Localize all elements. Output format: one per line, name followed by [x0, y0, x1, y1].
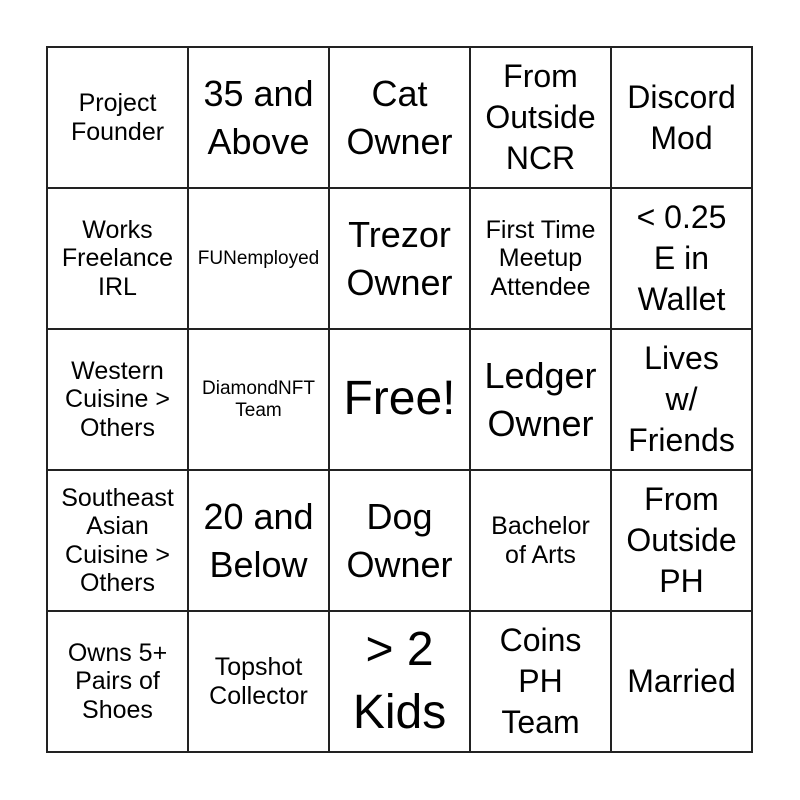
bingo-cell[interactable]: Discord Mod — [612, 48, 753, 189]
bingo-cell[interactable]: Lives w/ Friends — [612, 330, 753, 471]
bingo-cell[interactable]: Married — [612, 612, 753, 753]
bingo-cell[interactable]: Coins PH Team — [471, 612, 612, 753]
bingo-cell[interactable]: Western Cuisine > Others — [48, 330, 189, 471]
bingo-cell[interactable]: From Outside PH — [612, 471, 753, 612]
bingo-cell[interactable]: DiamondNFT Team — [189, 330, 330, 471]
bingo-cell[interactable]: Owns 5+ Pairs of Shoes — [48, 612, 189, 753]
bingo-board — [46, 46, 753, 753]
bingo-cell[interactable]: > 2 Kids — [330, 612, 471, 753]
bingo-cell[interactable]: Dog Owner — [330, 471, 471, 612]
bingo-cell[interactable]: First Time Meetup Attendee — [471, 189, 612, 330]
bingo-cell[interactable]: Southeast Asian Cuisine > Others — [48, 471, 189, 612]
bingo-cell[interactable]: Trezor Owner — [330, 189, 471, 330]
bingo-cell[interactable]: Topshot Collector — [189, 612, 330, 753]
bingo-cell[interactable]: Ledger Owner — [471, 330, 612, 471]
bingo-cell[interactable]: From Outside NCR — [471, 48, 612, 189]
bingo-cell[interactable]: 35 and Above — [189, 48, 330, 189]
bingo-cell[interactable]: 20 and Below — [189, 471, 330, 612]
bingo-cell[interactable]: Bachelor of Arts — [471, 471, 612, 612]
bingo-cell[interactable]: < 0.25 E in Wallet — [612, 189, 753, 330]
bingo-cell[interactable]: Works Freelance IRL — [48, 189, 189, 330]
bingo-cell[interactable]: Cat Owner — [330, 48, 471, 189]
bingo-cell[interactable]: FUNemployed — [189, 189, 330, 330]
bingo-cell[interactable]: Project Founder — [48, 48, 189, 189]
free-space-cell[interactable]: Free! — [330, 330, 471, 471]
